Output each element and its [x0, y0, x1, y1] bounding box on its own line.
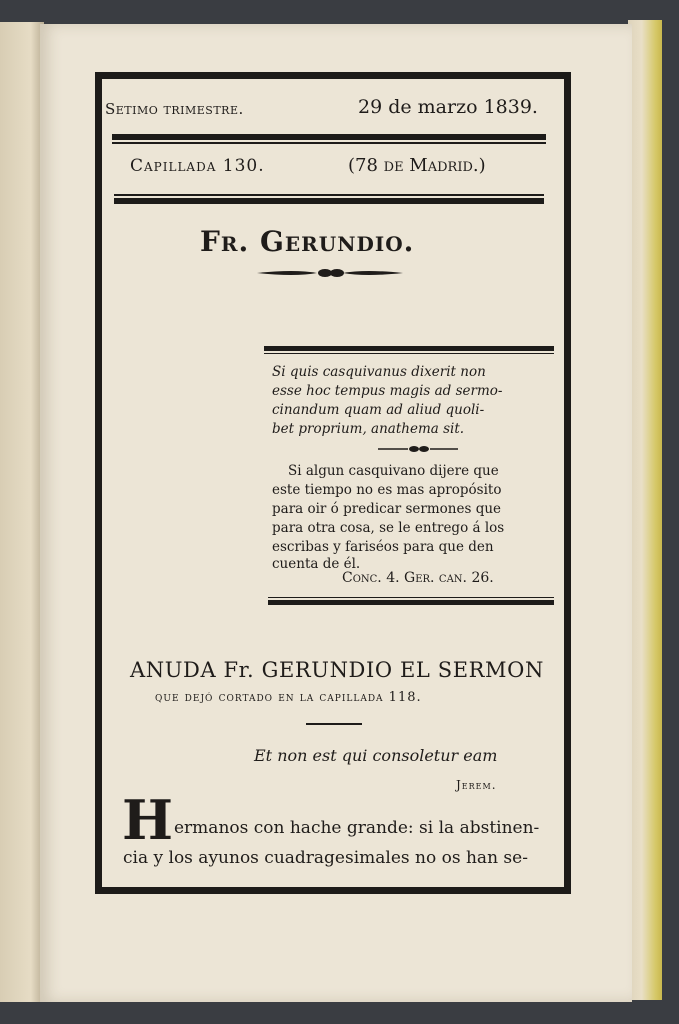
capillada-number: Capillada 130.	[130, 156, 265, 176]
epigraph-latin-line: Si quis casquivanus dixerit non	[272, 364, 486, 380]
issue-date: 29 de marzo 1839.	[358, 96, 538, 118]
body-text-line: ermanos con hache grande: si la abstinen-	[174, 818, 540, 838]
quote-source: Jerem.	[456, 778, 497, 792]
epigraph-rule-top	[264, 346, 554, 351]
header-rule-2b	[114, 198, 544, 204]
article-subheading: que dejó cortado en la capillada 118.	[155, 690, 422, 705]
header-rule-1b	[112, 142, 546, 144]
title-ornament	[255, 266, 405, 280]
epigraph-spanish-line: para oir ó predicar sermones que	[272, 501, 502, 517]
publication-title: Fr. Gerundio.	[200, 225, 415, 258]
page-stack-edge	[628, 20, 662, 1000]
madrid-number: (78 de Madrid.)	[348, 155, 486, 176]
epigraph-ornament	[376, 444, 460, 454]
left-page-edge	[0, 22, 44, 1002]
article-heading-rule	[306, 723, 362, 725]
epigraph-latin-line: esse hoc tempus magis ad sermo-	[272, 383, 503, 399]
header-rule-1	[112, 134, 546, 140]
drop-cap-letter: H	[122, 788, 174, 852]
epigraph-spanish-line: para otra cosa, se le entrego á los	[272, 520, 505, 536]
epigraph-spanish-line: escribas y fariséos para que den	[272, 539, 494, 555]
epigraph-spanish-line: Si algun casquivano dijere que	[288, 463, 499, 479]
epigraph-citation: Conc. 4. Ger. can. 26.	[342, 570, 494, 586]
epigraph-latin-line: bet proprium, anathema sit.	[272, 421, 465, 437]
header-rule-2	[114, 194, 544, 196]
epigraph-spanish-line: cuenta de él.	[272, 556, 361, 572]
epigraph-rule-bottom-thin	[268, 597, 554, 598]
epigraph-rule-top-thin	[264, 353, 554, 354]
article-heading: ANUDA Fr. GERUNDIO EL SERMON	[130, 658, 544, 682]
epigraph-latin-line: cinandum quam ad aliud quoli-	[272, 402, 485, 418]
epigraph-spanish-line: este tiempo no es mas apropósito	[272, 482, 502, 498]
trimester-label: Setimo trimestre.	[105, 100, 244, 118]
epigraph-rule-bottom	[268, 600, 554, 605]
body-text-line: cia y los ayunos cuadragesimales no os han se-	[123, 848, 528, 868]
scripture-quote: Et non est qui consoletur eam	[254, 746, 498, 765]
